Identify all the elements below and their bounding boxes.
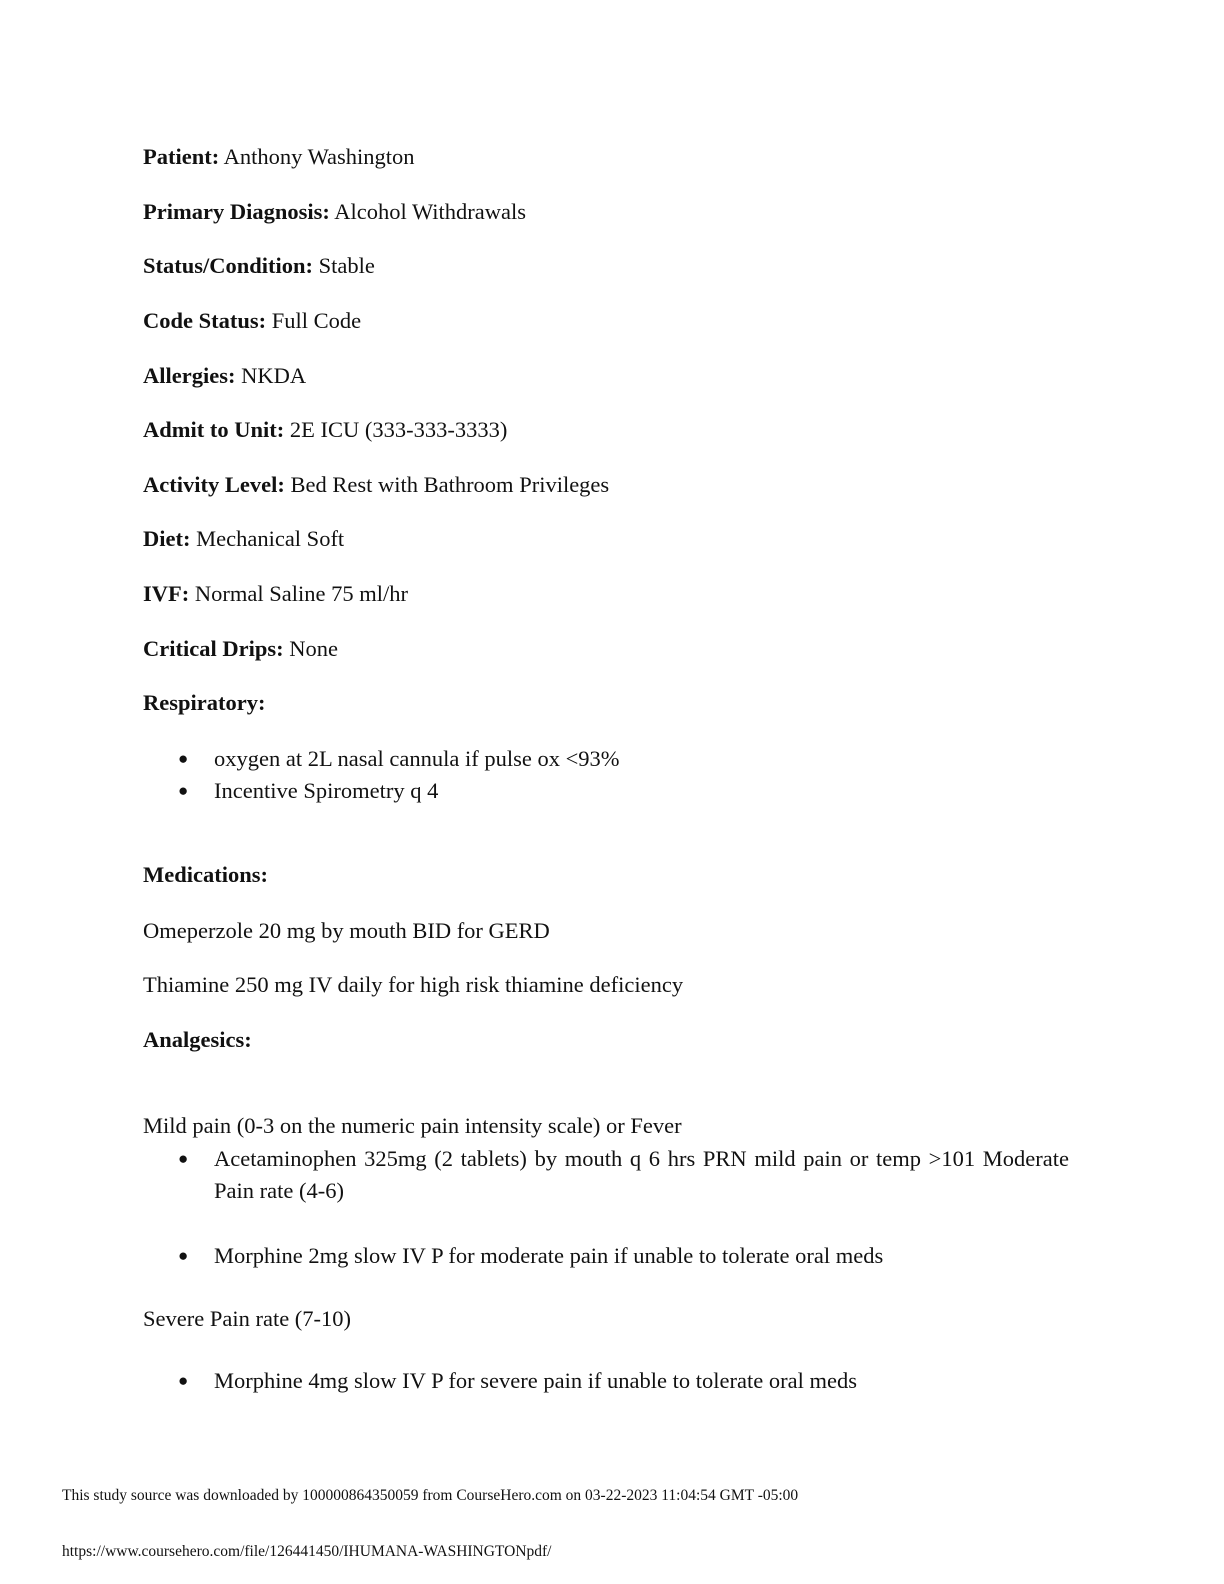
field-allergies	[143, 362, 306, 390]
bullet-icon: ●	[178, 1246, 189, 1265]
field-value: NKDA	[235, 363, 307, 388]
field-value: Stable	[313, 253, 375, 278]
analgesic-item-text: Morphine 2mg slow IV P for moderate pain if unable to tolerate oral meds	[214, 1243, 884, 1268]
field-label: Diet:	[143, 526, 191, 551]
medication-item: Thiamine 250 mg IV daily for high risk thiamine deficiency	[143, 972, 684, 997]
field-label: Primary Diagnosis:	[143, 199, 330, 224]
field-label: Status/Condition:	[143, 253, 314, 278]
field-label: IVF:	[143, 581, 190, 606]
field-activity-level	[143, 471, 609, 499]
field-admit-to-unit	[143, 416, 507, 444]
footer-url-link[interactable]: https://www.coursehero.com/file/126441450/IHUMANA-WASHINGTONpdf/	[62, 1543, 552, 1560]
field-label: Allergies:	[143, 363, 236, 388]
bullet-icon: ●	[178, 781, 189, 800]
field-diet	[143, 525, 344, 553]
respiratory-item-text: oxygen at 2L nasal cannula if pulse ox <93%	[214, 746, 620, 771]
field-label: Critical Drips:	[143, 636, 284, 661]
field-label: Activity Level:	[143, 472, 285, 497]
analgesics-heading: Analgesics:	[143, 1027, 252, 1052]
respiratory-heading: Respiratory:	[143, 690, 266, 715]
field-critical-drips	[143, 635, 338, 663]
field-value: Alcohol Withdrawals	[329, 199, 527, 224]
medications-heading: Medications:	[143, 862, 268, 887]
medication-item: Omeperzole 20 mg by mouth BID for GERD	[143, 918, 550, 943]
field-value: Bed Rest with Bathroom Privileges	[284, 472, 610, 497]
bullet-icon: ●	[178, 1149, 189, 1168]
field-value: Normal Saline 75 ml/hr	[189, 581, 408, 606]
field-status-condition	[143, 252, 375, 280]
field-value: Mechanical Soft	[190, 526, 345, 551]
field-label: Admit to Unit:	[143, 417, 285, 442]
field-label: Code Status:	[143, 308, 267, 333]
field-value: 2E ICU (333-333-3333)	[284, 417, 508, 442]
field-code-status	[143, 307, 361, 335]
field-patient	[143, 143, 415, 171]
analgesic-item-text: Morphine 4mg slow IV P for severe pain if unable to tolerate oral meds	[214, 1368, 857, 1393]
footer-source-line: This study source was downloaded by 100000864350059 from CourseHero.com on 03-22-2023 11:04:54 GMT -05:00	[62, 1487, 799, 1504]
analgesic-item-text: Acetaminophen 325mg (2 tablets) by mouth q 6 hrs PRN mild pain or temp >101 Moderate Pain rate (4-6)	[214, 1146, 1069, 1203]
field-value: Anthony Washington	[219, 144, 415, 169]
field-ivf	[143, 580, 408, 608]
bullet-icon: ●	[178, 749, 189, 768]
field-label: Patient:	[143, 144, 220, 169]
respiratory-item-text: Incentive Spirometry q 4	[214, 778, 439, 803]
mild-pain-heading: Mild pain (0-3 on the numeric pain intensity scale) or Fever	[143, 1113, 682, 1138]
severe-pain-heading: Severe Pain rate (7-10)	[143, 1306, 352, 1331]
bullet-icon: ●	[178, 1371, 189, 1390]
field-value: None	[283, 636, 338, 661]
field-value: Full Code	[266, 308, 362, 333]
field-primary-diagnosis	[143, 198, 526, 226]
